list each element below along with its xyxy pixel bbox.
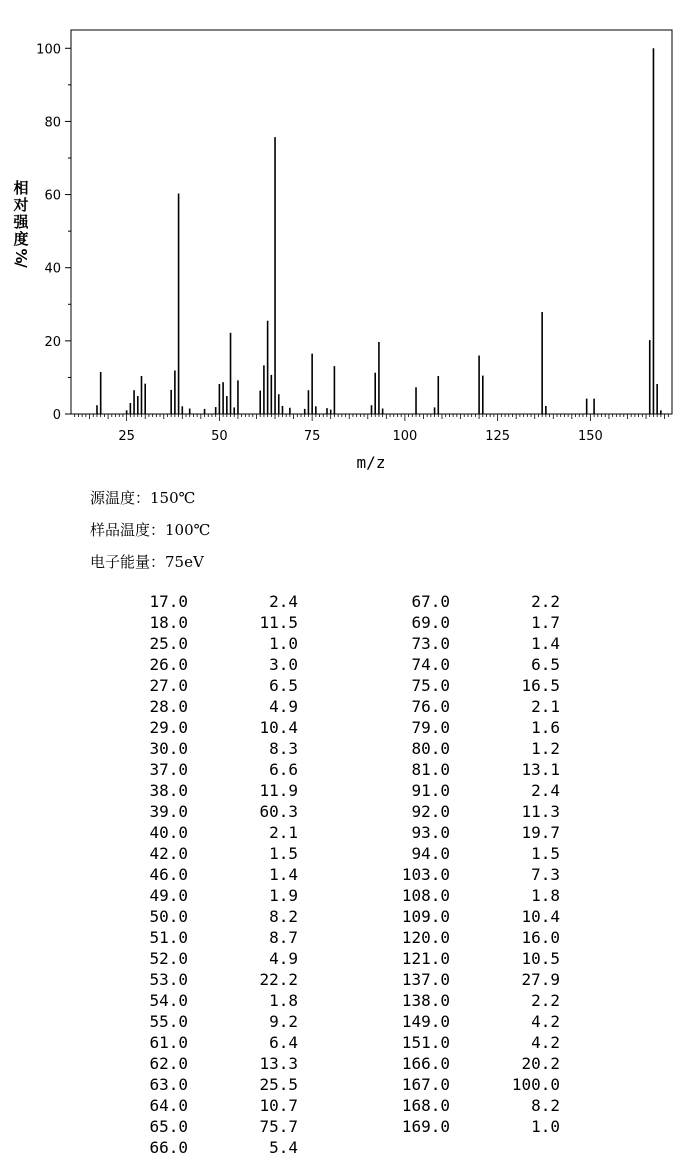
intensity-value: 11.3 <box>521 802 560 821</box>
intensity-value: 4.9 <box>269 697 298 716</box>
spectrum-peaks <box>97 48 661 414</box>
intensity-value: 27.9 <box>521 970 560 989</box>
mz-value: 93.0 <box>411 823 450 842</box>
mz-value: 27.0 <box>149 676 188 695</box>
y-tick-label: 100 <box>36 42 61 58</box>
mz-value: 149.0 <box>401 1012 450 1031</box>
mz-value: 75.0 <box>411 676 450 695</box>
intensity-value: 11.9 <box>259 781 298 800</box>
mz-value: 38.0 <box>149 781 188 800</box>
mz-value: 121.0 <box>401 949 450 968</box>
mz-value: 167.0 <box>401 1075 450 1094</box>
intensity-value: 8.7 <box>269 928 298 947</box>
intensity-value: 13.3 <box>259 1054 298 1073</box>
intensity-value: 25.5 <box>259 1075 298 1094</box>
mz-value: 76.0 <box>411 697 450 716</box>
intensity-value: 6.4 <box>269 1033 298 1052</box>
electron-energy: 电子能量：75eV <box>90 553 204 571</box>
intensity-value: 2.2 <box>531 991 560 1010</box>
y-label-char: 相 <box>13 179 29 197</box>
mz-value: 55.0 <box>149 1012 188 1031</box>
mz-value: 109.0 <box>401 907 450 926</box>
plot-frame <box>71 30 672 414</box>
intensity-value: 60.3 <box>259 802 298 821</box>
intensity-value: 4.2 <box>531 1012 560 1031</box>
x-tick-label: 25 <box>118 429 135 444</box>
intensity-value: 10.4 <box>259 718 298 737</box>
intensity-value: 3.0 <box>269 655 298 674</box>
intensity-value: 1.0 <box>531 1117 560 1136</box>
x-axis <box>75 414 669 444</box>
intensity-value: 1.5 <box>269 844 298 863</box>
intensity-value: 6.5 <box>531 655 560 674</box>
intensity-value: 9.2 <box>269 1012 298 1031</box>
intensity-value: 1.5 <box>531 844 560 863</box>
intensity-value: 1.4 <box>531 634 560 653</box>
x-tick-label: 75 <box>303 429 321 444</box>
x-tick-label: 100 <box>392 429 418 444</box>
intensity-value: 16.0 <box>521 928 560 947</box>
y-label-char: % <box>12 248 30 264</box>
mz-value: 94.0 <box>411 844 450 863</box>
mz-value: 53.0 <box>149 970 188 989</box>
sample-temperature: 样品温度：100℃ <box>90 521 211 539</box>
mz-value: 49.0 <box>149 886 188 905</box>
y-tick-label: 20 <box>44 334 61 350</box>
mz-value: 25.0 <box>149 634 188 653</box>
mz-value: 91.0 <box>411 781 450 800</box>
mz-value: 69.0 <box>411 613 450 632</box>
intensity-value: 19.7 <box>521 823 560 842</box>
intensity-value: 8.2 <box>269 907 298 926</box>
mass-spectrum-chart <box>0 0 696 480</box>
mz-value: 46.0 <box>149 865 188 884</box>
mz-value: 51.0 <box>149 928 188 947</box>
intensity-value: 1.0 <box>269 634 298 653</box>
intensity-value: 22.2 <box>259 970 298 989</box>
intensity-value: 1.8 <box>269 991 298 1010</box>
intensity-value: 16.5 <box>521 676 560 695</box>
intensity-value: 2.4 <box>531 781 560 800</box>
intensity-value: 1.8 <box>531 886 560 905</box>
intensity-value: 8.2 <box>531 1096 560 1115</box>
intensity-value: 20.2 <box>521 1054 560 1073</box>
y-label-char: 度 <box>13 230 29 248</box>
intensity-value: 75.7 <box>259 1117 298 1136</box>
intensity-value: 1.9 <box>269 886 298 905</box>
intensity-value: 2.1 <box>531 697 560 716</box>
intensity-value: 4.2 <box>531 1033 560 1052</box>
x-axis-label: m/z <box>356 453 386 472</box>
x-tick-label: 125 <box>485 429 511 444</box>
mz-value: 54.0 <box>149 991 188 1010</box>
mz-value: 63.0 <box>149 1075 188 1094</box>
intensity-value: 6.6 <box>269 760 298 779</box>
intensity-value: 4.9 <box>269 949 298 968</box>
mz-value: 120.0 <box>401 928 450 947</box>
mz-value: 42.0 <box>149 844 188 863</box>
source-temperature: 源温度：150℃ <box>90 489 196 507</box>
intensity-value: 1.6 <box>531 718 560 737</box>
intensity-value: 5.4 <box>269 1138 298 1157</box>
mz-value: 81.0 <box>411 760 450 779</box>
intensity-value: 1.4 <box>269 865 298 884</box>
y-axis-label <box>12 179 30 268</box>
mz-value: 17.0 <box>149 592 188 611</box>
y-tick-label: 40 <box>44 261 61 277</box>
mz-value: 50.0 <box>149 907 188 926</box>
mz-value: 103.0 <box>401 865 450 884</box>
x-tick-label: 50 <box>211 429 228 444</box>
intensity-value: 2.1 <box>269 823 298 842</box>
mz-value: 92.0 <box>411 802 450 821</box>
x-tick-label: 150 <box>577 429 603 444</box>
intensity-value: 1.2 <box>531 739 560 758</box>
mz-value: 168.0 <box>401 1096 450 1115</box>
mz-value: 29.0 <box>149 718 188 737</box>
mz-value: 73.0 <box>411 634 450 653</box>
intensity-value: 1.7 <box>531 613 560 632</box>
y-axis <box>36 42 71 423</box>
intensity-value: 10.7 <box>259 1096 298 1115</box>
mz-value: 39.0 <box>149 802 188 821</box>
y-tick-label: 80 <box>44 115 61 131</box>
mz-value: 65.0 <box>149 1117 188 1136</box>
mz-value: 79.0 <box>411 718 450 737</box>
mz-value: 52.0 <box>149 949 188 968</box>
mz-value: 30.0 <box>149 739 188 758</box>
intensity-value: 11.5 <box>259 613 298 632</box>
mz-value: 138.0 <box>401 991 450 1010</box>
mz-value: 64.0 <box>149 1096 188 1115</box>
mz-value: 67.0 <box>411 592 450 611</box>
mz-value: 108.0 <box>401 886 450 905</box>
intensity-value: 13.1 <box>521 760 560 779</box>
intensity-value: 6.5 <box>269 676 298 695</box>
y-label-slash: / <box>12 262 30 268</box>
mz-value: 37.0 <box>149 760 188 779</box>
mz-value: 61.0 <box>149 1033 188 1052</box>
mz-value: 74.0 <box>411 655 450 674</box>
intensity-value: 10.4 <box>521 907 560 926</box>
intensity-value: 2.2 <box>531 592 560 611</box>
intensity-value: 100.0 <box>511 1075 560 1094</box>
y-label-char: 对 <box>13 196 29 214</box>
mz-value: 151.0 <box>401 1033 450 1052</box>
intensity-value: 7.3 <box>531 865 560 884</box>
intensity-value: 8.3 <box>269 739 298 758</box>
intensity-value: 10.5 <box>521 949 560 968</box>
intensity-value: 2.4 <box>269 592 298 611</box>
y-tick-label: 0 <box>52 408 61 423</box>
mz-value: 26.0 <box>149 655 188 674</box>
mz-value: 18.0 <box>149 613 188 632</box>
y-label-char: 强 <box>13 213 29 231</box>
mz-value: 166.0 <box>401 1054 450 1073</box>
y-tick-label: 60 <box>44 188 61 204</box>
mz-value: 40.0 <box>149 823 188 842</box>
mz-value: 137.0 <box>401 970 450 989</box>
mz-value: 62.0 <box>149 1054 188 1073</box>
mz-value: 169.0 <box>401 1117 450 1136</box>
mz-value: 80.0 <box>411 739 450 758</box>
mz-value: 28.0 <box>149 697 188 716</box>
mz-value: 66.0 <box>149 1138 188 1157</box>
